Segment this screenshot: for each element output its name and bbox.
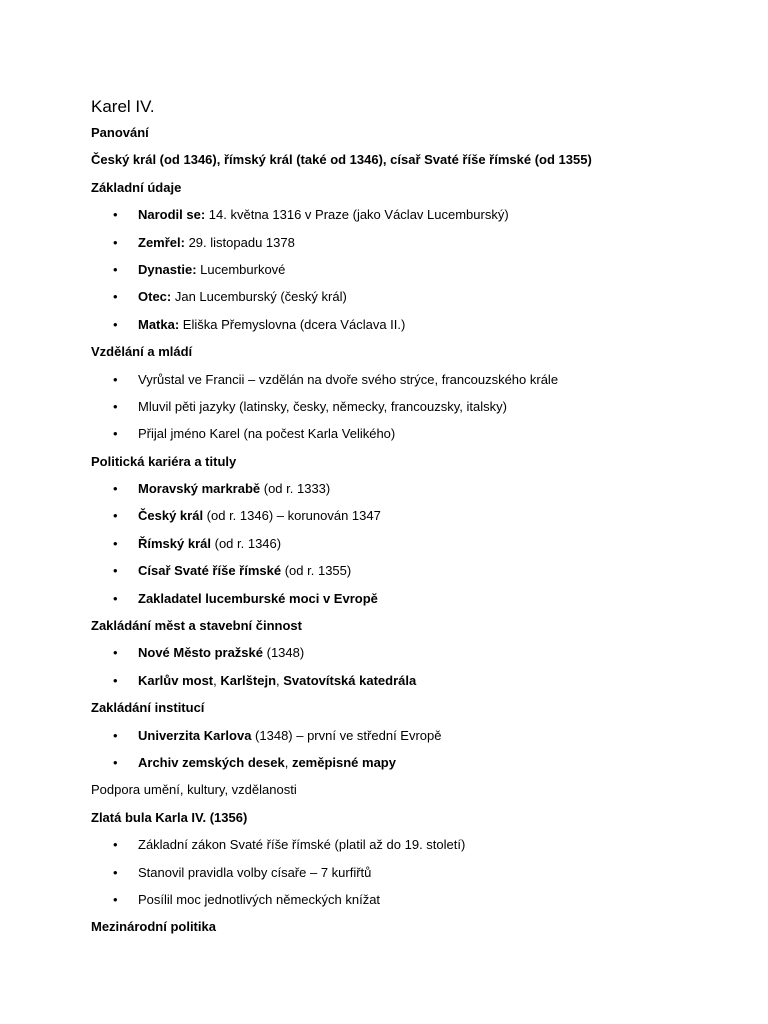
bullet-icon: • [113,727,118,743]
bullet-icon: • [113,837,118,853]
bullet-icon: • [113,672,118,688]
list-item: • Přijal jméno Karel (na počest Karla Velikého) [91,424,731,451]
list-item: • Zakladatel lucemburské moci v Evropě [91,589,731,616]
list-item: • Moravský markrabě (od r. 1333) [91,479,731,506]
bullet-icon: • [113,289,118,305]
list-item: • Univerzita Karlova (1348) – první ve střední Evropě [91,726,731,753]
list-item: • Mluvil pěti jazyky (latinsky, česky, německy, francouzsky, italsky) [91,397,731,424]
list-item: • Dynastie: Lucemburkové [91,260,731,287]
bullet-icon: • [113,207,118,223]
bullet-icon: • [113,371,118,387]
section-heading-politicka-kariera: Politická kariéra a tituly [91,453,237,469]
section-heading-zakladani-mest: Zakládání měst a stavební činnost [91,618,302,634]
bullet-icon: • [113,316,118,332]
list-item: • Český král (od r. 1346) – korunován 1347 [91,506,731,533]
section-heading-mezinarodni-politika: Mezinárodní politika [91,919,216,935]
list-item: • Matka: Eliška Přemyslovna (dcera Václava II.) [91,315,731,342]
list-item: • Stanovil pravidla volby císaře – 7 kurfiřtů [91,863,731,890]
list-item: • Římský král (od r. 1346) [91,534,731,561]
bullet-icon: • [113,535,118,551]
list-item: • Císař Svaté říše římské (od r. 1355) [91,561,731,588]
list-item: • Narodil se: 14. května 1316 v Praze (jako Václav Lucemburský) [91,205,731,232]
section-heading-panovani: Panování [91,125,149,140]
list-item: • Archiv zemských desek, zeměpisné mapy [91,753,731,780]
section-heading-zlata-bula: Zlatá bula Karla IV. (1356) [91,809,248,825]
document-title: Karel IV. [91,97,155,116]
panovani-text: Český král (od 1346), římský král (také od 1346), císař Svaté říše římské (od 1355) [91,152,592,168]
list-item: • Základní zákon Svaté říše římské (platil až do 19. století) [91,835,731,862]
bullet-icon: • [113,754,118,770]
bullet-icon: • [113,891,118,907]
list-item: • Zemřel: 29. listopadu 1378 [91,233,731,260]
bullet-icon: • [113,234,118,250]
list-item: • Vyrůstal ve Francii – vzdělán na dvoře svého strýce, francouzského krále [91,370,731,397]
list-item: • Otec: Jan Lucemburský (český král) [91,287,731,314]
section-heading-zakladni-udaje: Základní údaje [91,179,182,195]
bullet-icon: • [113,398,118,414]
bullet-icon: • [113,481,118,497]
list-item: • Nové Město pražské (1348) [91,643,731,670]
list-item: • Karlův most, Karlštejn, Svatovítská katedrála [91,671,731,698]
bullet-icon: • [113,590,118,606]
section-heading-vzdelani: Vzdělání a mládí [91,344,193,360]
bullet-icon: • [113,261,118,277]
list-item: • Posílil moc jednotlivých německých knížat [91,890,731,917]
bullet-icon: • [113,508,118,524]
bullet-icon: • [113,426,118,442]
bullet-icon: • [113,563,118,579]
document-content [91,96,731,945]
plain-paragraph: Podpora umění, kultury, vzdělanosti [91,782,297,798]
bullet-icon: • [113,645,118,661]
section-heading-zakladani-instituci: Zakládání institucí [91,700,205,716]
bullet-icon: • [113,864,118,880]
